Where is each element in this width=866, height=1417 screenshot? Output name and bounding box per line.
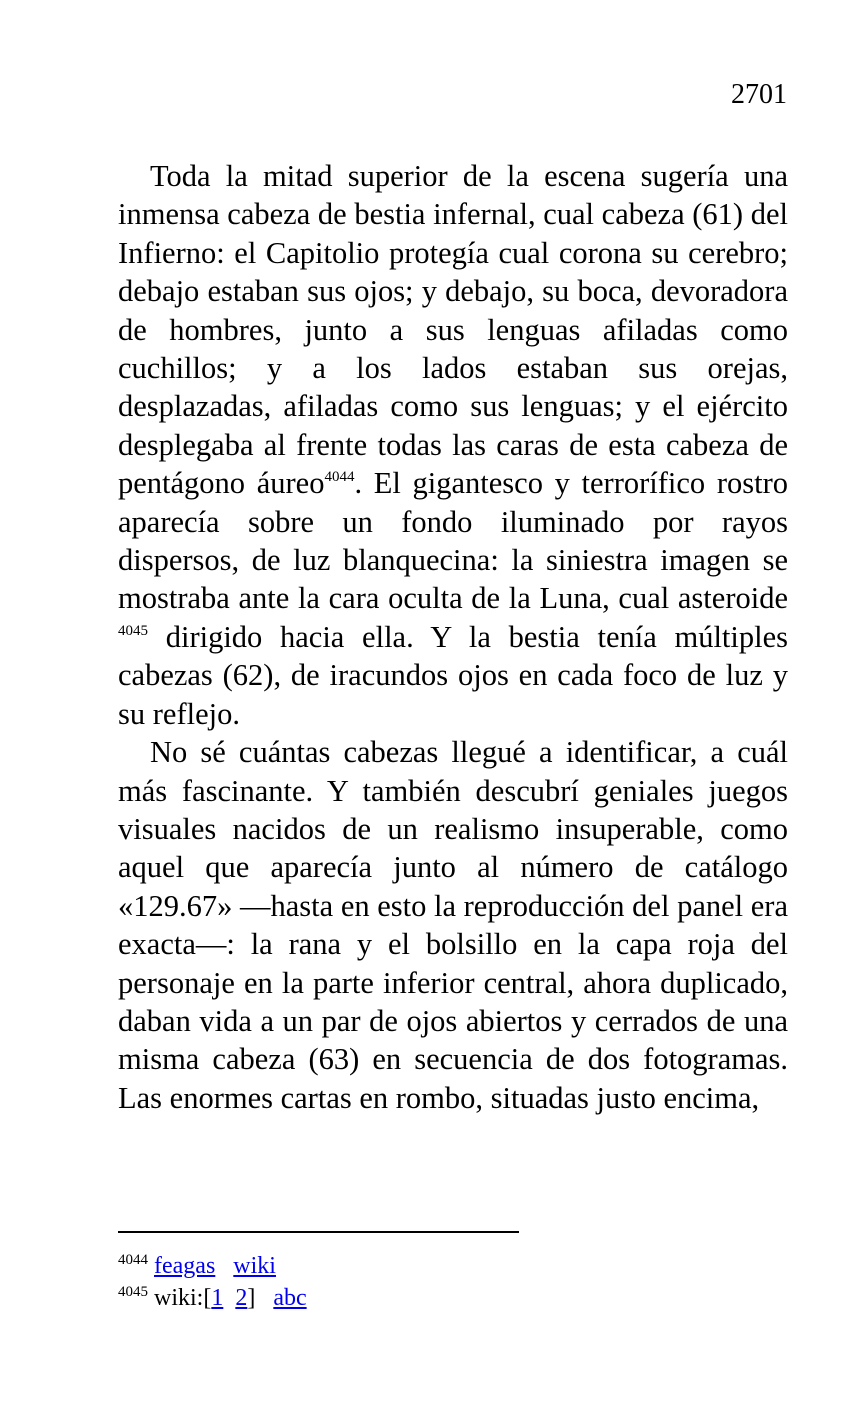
paragraph-text: No sé cuántas cabezas llegué a identificar, a cuál más fascinante. Y también descubrí geniales juegos visuales nacidos de un realismo insuperable, como aquel que aparecía junto al número de catálogo «129.67» —hasta en esto la reproducción del panel era exacta—: la rana y el bolsillo en la capa roja del personaje en la parte inferior central, ahora duplicado, daban vida a un par de ojos abiertos y cerrados de una misma cabeza (63) en secuencia de dos fotogramas. Las enormes cartas en rombo, situadas justo encima, [118, 735, 788, 1115]
footnote-ref[interactable]: 4044 [324, 469, 355, 486]
footnote-link-wiki-1[interactable]: 1 [211, 1285, 224, 1311]
page-number: 2701 [731, 79, 787, 110]
footnote-link-feagas[interactable]: feagas [154, 1253, 216, 1279]
footnote-link-abc[interactable]: abc [273, 1285, 307, 1311]
footnote [118, 1250, 788, 1282]
footnote [118, 1282, 788, 1314]
footnote-number: 4045 [118, 1284, 148, 1300]
body-text [118, 157, 788, 1117]
paragraph-text: Toda la mitad superior de la escena sugería una inmensa cabeza de bestia infernal, cual cabeza (61) del Infierno: el Capitolio protegía cual corona su cerebro; debajo estaban sus ojos; y debajo, su boca, devoradora de hombres, junto a sus lenguas afiladas como cuchillos; y a los lados estaban sus orejas, desplazadas, afiladas como sus lenguas; y el ejército desplegaba al frente todas las caras de esta cabeza de pentágono áureo [118, 159, 788, 501]
paragraph-text: . El gigantesco y terrorífico rostro aparecía sobre un fondo iluminado por rayos dispersos, de luz blanquecina: la siniestra imagen se mostraba ante la cara oculta de la Luna, cual asteroide [118, 466, 788, 616]
footnote-ref[interactable]: 4045 [118, 622, 148, 639]
footnotes [118, 1250, 788, 1314]
paragraph [118, 733, 788, 1117]
footnote-number: 4044 [118, 1252, 148, 1268]
paragraph-text: dirigido hacia ella. Y la bestia tenía múltiples cabezas (62), de iracundos ojos en cada foco de luz y su reflejo. [118, 619, 788, 731]
paragraph [118, 157, 788, 733]
footnote-link-wiki-2[interactable]: 2 [235, 1285, 248, 1311]
footnote-text: ] [247, 1285, 256, 1311]
footnote-link-wiki[interactable]: wiki [233, 1253, 276, 1279]
footnote-divider [118, 1231, 519, 1233]
footnote-text: wiki:[ [154, 1285, 212, 1311]
